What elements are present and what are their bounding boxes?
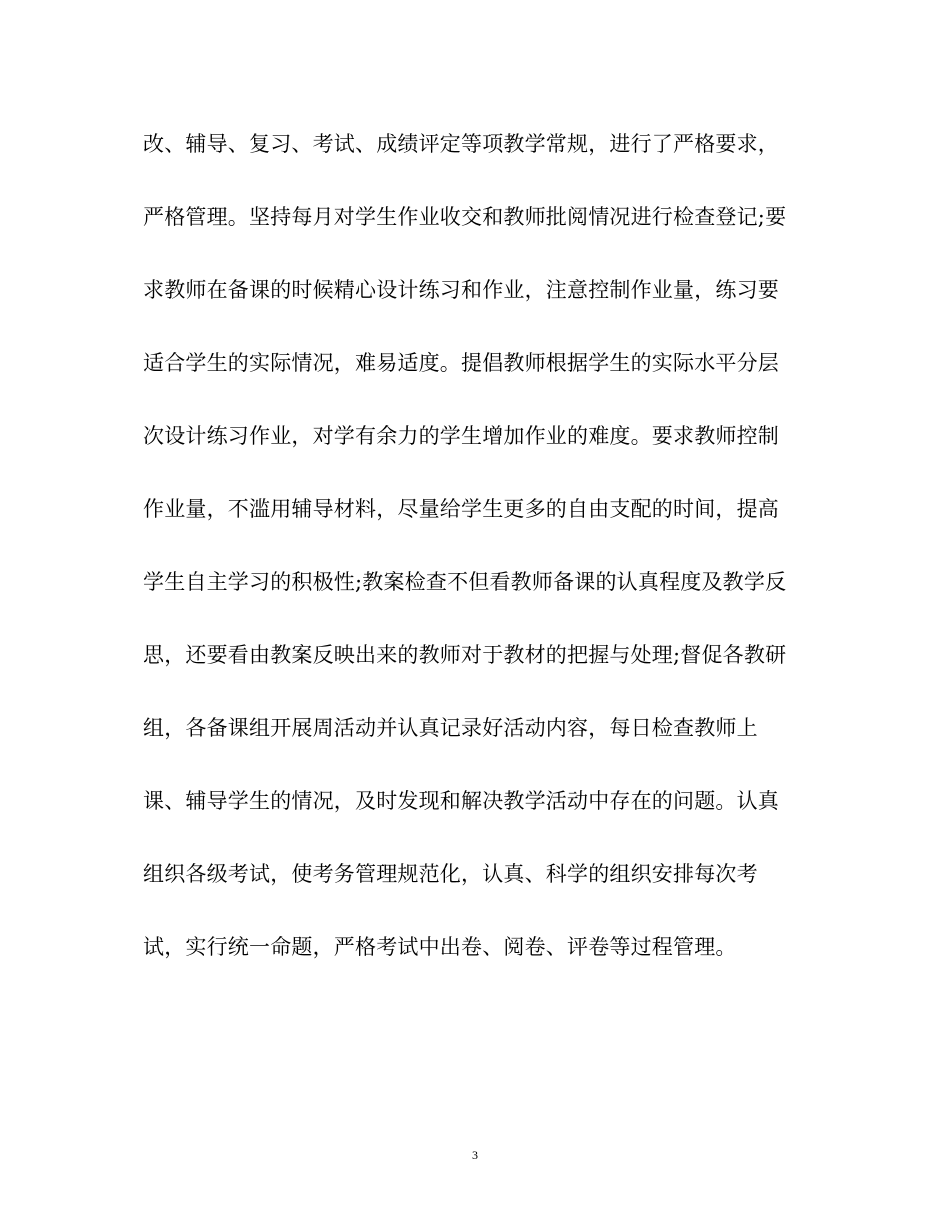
text-line-4: 适合学生的实际情况，难易适度。提倡教师根据学生的实际水平分层 xyxy=(143,351,779,375)
page-number: 3 xyxy=(472,1148,478,1162)
text-line-9: 组，各备课组开展周活动并认真记录好活动内容，每日检查教师上 xyxy=(143,716,758,740)
text-line-7: 学生自主学习的积极性;教案检查不但看教师备课的认真程度及教学反 xyxy=(143,570,787,594)
text-line-3: 求教师在备课的时候精心设计练习和作业，注意控制作业量，练习要 xyxy=(143,278,779,302)
text-line-10: 课、辅导学生的情况，及时发现和解决教学活动中存在的问题。认真 xyxy=(143,789,779,813)
text-line-12: 试，实行统一命题，严格考试中出卷、阅卷、评卷等过程管理。 xyxy=(143,935,737,959)
text-line-1: 改、辅导、复习、考试、成绩评定等项教学常规，进行了严格要求， xyxy=(143,132,779,156)
text-line-5: 次设计练习作业，对学有余力的学生增加作业的难度。要求教师控制 xyxy=(143,424,779,448)
text-line-8: 思，还要看由教案反映出来的教师对于教材的把握与处理;督促各教研 xyxy=(143,643,787,667)
text-line-6: 作业量，不滥用辅导材料，尽量给学生更多的自由支配的时间，提高 xyxy=(143,497,779,521)
body-paragraph xyxy=(143,122,823,998)
text-line-2: 严格管理。坚持每月对学生作业收交和教师批阅情况进行检查登记;要 xyxy=(143,205,787,229)
text-line-11: 组织各级考试，使考务管理规范化，认真、科学的组织安排每次考 xyxy=(143,862,758,886)
